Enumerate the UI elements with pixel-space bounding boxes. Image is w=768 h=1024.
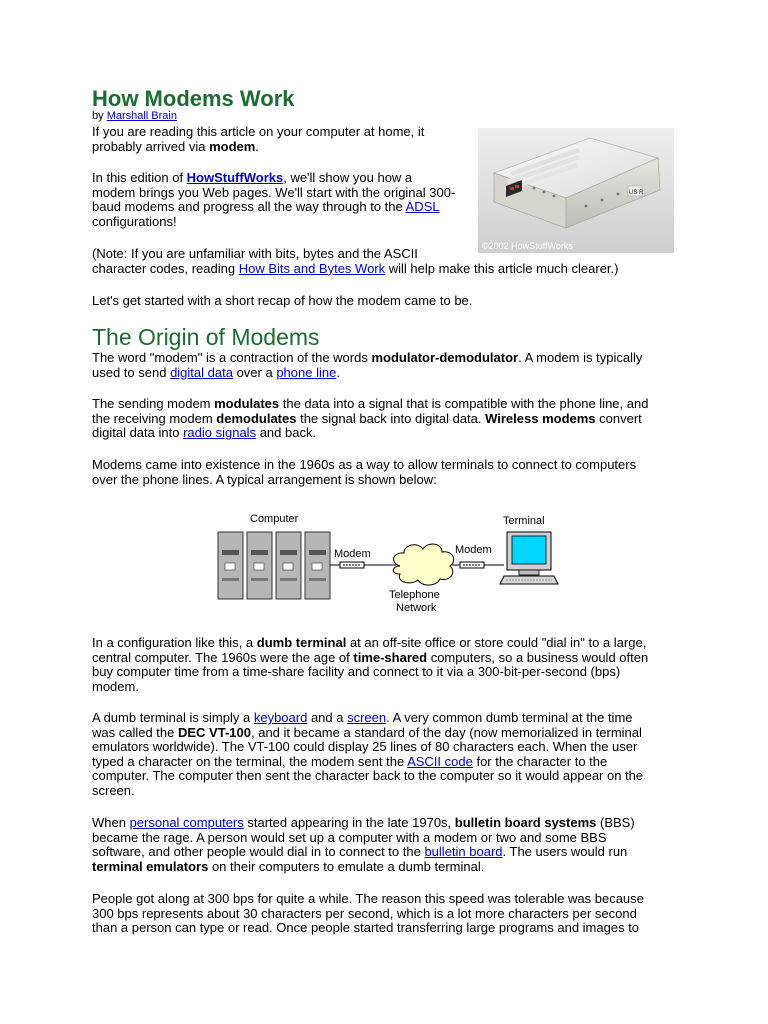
text-line [92,711,643,726]
bold-term: modulates [214,396,280,411]
text-span: and back. [256,425,317,441]
bold-term: DEC VT-100 [178,724,251,740]
text-span: . A very common dumb terminal at the time [386,710,633,725]
radio-signals-link[interactable]: radio signals [183,425,257,441]
text-span: probably arrived via [92,138,210,154]
bold-term: demodulates [216,410,297,426]
text-span: A dumb terminal is simply a [92,710,254,725]
text-span: baud modems and progress all the way through to the [92,199,406,215]
text-line [92,351,642,366]
text-span: When [92,815,130,830]
text-span: used to send [92,364,171,380]
personal-computers-link[interactable]: personal computers [129,815,244,830]
modem-right [460,562,484,568]
text-span: (BBS) [596,815,635,830]
text-line: 300 bps represents about 30 characters per second, which is a lot more characters per second [92,905,637,921]
text-span: was called the [92,724,178,740]
modem-left [340,562,364,568]
text-span: . [336,364,340,380]
text-span: convert [595,410,642,426]
text-span: will help make this article much clearer.) [385,260,619,276]
bold-term: bulletin board systems [454,815,597,830]
text-span: . The users would run [502,844,628,860]
bulletin-board-link[interactable]: bulletin board [424,844,503,860]
text-line [92,171,455,186]
section-paragraph-3 [92,458,636,487]
section-paragraph-5 [92,711,643,799]
intro-paragraph-1 [92,125,424,154]
text-line [92,845,635,860]
bits-bytes-link[interactable]: How Bits and Bytes Work [238,260,386,276]
text-span: . [255,138,259,154]
text-span: the receiving modem [92,410,217,426]
section-paragraph-2 [92,397,648,441]
text-line: computer. The computer then sent the character back to the computer so it would appear on the [92,768,644,784]
text-line: modem brings you Web pages. We'll start with the original 300- [92,184,456,200]
text-span: for the character to the [472,753,608,769]
text-span: , and it became a standard of the day (now memorialized in terminal [250,724,642,740]
phone-line-link[interactable]: phone line [276,364,337,380]
text-span: In a configuration like this, a [92,635,257,650]
text-span: In this edition of [92,170,187,185]
text-line: became the rage. A person would set up a computer with a modem or two and some BBS [92,829,607,845]
text-line [92,636,648,651]
section-paragraph-4 [92,636,648,694]
text-line: If you are reading this article on your computer at home, it [92,124,425,139]
keyboard-link[interactable]: keyboard [253,710,308,725]
adsl-link[interactable]: ADSL [405,199,440,215]
text-span: , we'll show you how a [283,170,413,185]
text-line: than a person can type or read. Once people started transferring large programs and images to [92,920,640,936]
text-span: started appearing in the late 1970s, [243,815,455,830]
modem-photo-svg [478,128,674,253]
modem-right-label: Modem [455,544,492,556]
modem-photo [478,128,674,253]
text-line [92,140,424,155]
text-span: The word "modem" is a contraction of the words [92,350,372,365]
page-title: How Modems Work [92,86,295,111]
byline [92,110,177,123]
text-line [92,651,648,666]
telephone-network-cloud [393,544,453,585]
text-span: The sending modem [92,396,215,411]
bold-term: time-shared [353,649,428,665]
author-link[interactable]: Marshall Brain [106,110,177,122]
text-line: configurations! [92,213,177,229]
terminal-label: Terminal [503,515,545,527]
network-label-1: Telephone [389,589,440,601]
terminal-computer [500,532,558,584]
section-paragraph-1 [92,351,642,380]
intro-paragraph-4: Let's get started with a short recap of how the modem came to be. [92,293,473,308]
section-heading: The Origin of Modems [92,324,320,350]
network-label-2: Network [396,602,437,614]
text-line [92,816,635,831]
text-line [92,426,648,441]
text-line [92,397,648,412]
text-line: screen. [92,782,135,798]
text-line [92,860,635,875]
text-span: and a [307,710,348,725]
text-span: the data into a signal that is compatible with the phone line, and [279,396,649,411]
modem-left-label: Modem [334,548,371,560]
ascii-code-link[interactable]: ASCII code [407,753,473,769]
section-paragraph-7 [92,892,644,936]
computer-label: Computer [250,513,299,525]
bold-term: terminal emulators [92,858,209,874]
text-line: over the phone lines. A typical arrangement is shown below: [92,471,437,487]
section-paragraph-6 [92,816,635,874]
text-span: the signal back into digital data. [296,410,486,426]
text-span: typed a character on the terminal, the modem sent the [92,753,408,769]
bold-term: Wireless modems [485,410,596,426]
text-line: modem. [92,678,139,694]
text-span: digital data into [92,425,184,441]
text-line: (Note: If you are unfamiliar with bits, bytes and the ASCII [92,246,418,261]
network-diagram-svg [214,508,560,618]
text-line [92,412,648,427]
text-span: over a [232,364,277,380]
text-line [92,366,642,381]
mainframe-computer [218,532,330,599]
bold-term: modem [209,138,256,154]
bold-term: dumb terminal [256,635,347,650]
howstuffworks-link[interactable]: HowStuffWorks [186,170,284,185]
intro-paragraph-2 [92,171,455,229]
text-line: People got along at 300 bps for quite a while. The reason this speed was tolerable was because [92,891,644,906]
text-span: character codes, reading [92,260,239,276]
text-line [92,262,618,277]
text-line [92,755,643,770]
text-line: Modems came into existence in the 1960s as a way to allow terminals to connect to computers [92,457,637,472]
text-span: central computer. The 1960s were the age of [92,649,354,665]
text-line [92,200,455,215]
text-span: on their computers to emulate a dumb terminal. [208,858,485,874]
text-line: buy computer time from a time-share facility and connect to it via a 300-bit-per-second (bps) [92,664,621,680]
text-span: at an off-site office or store could "dial in" to a large, [346,635,647,650]
text-span: software, and other people would dial in to connect to the [92,844,425,860]
text-span: computers, so a business would often [427,649,649,665]
screen-link[interactable]: screen [347,710,387,725]
digital-data-link[interactable]: digital data [170,364,233,380]
network-diagram [214,508,560,618]
bold-term: modulator-demodulator [371,350,519,365]
byline-prefix: by [92,110,107,122]
text-line [92,726,643,741]
modem-brand-text: US R [629,190,644,196]
text-span: . A modem is typically [518,350,643,365]
photo-caption: ©2002 HowStuffWorks [482,241,573,251]
text-line: emulators worldwide). The VT-100 could display 25 lines of 80 characters each. When the user [92,739,638,755]
